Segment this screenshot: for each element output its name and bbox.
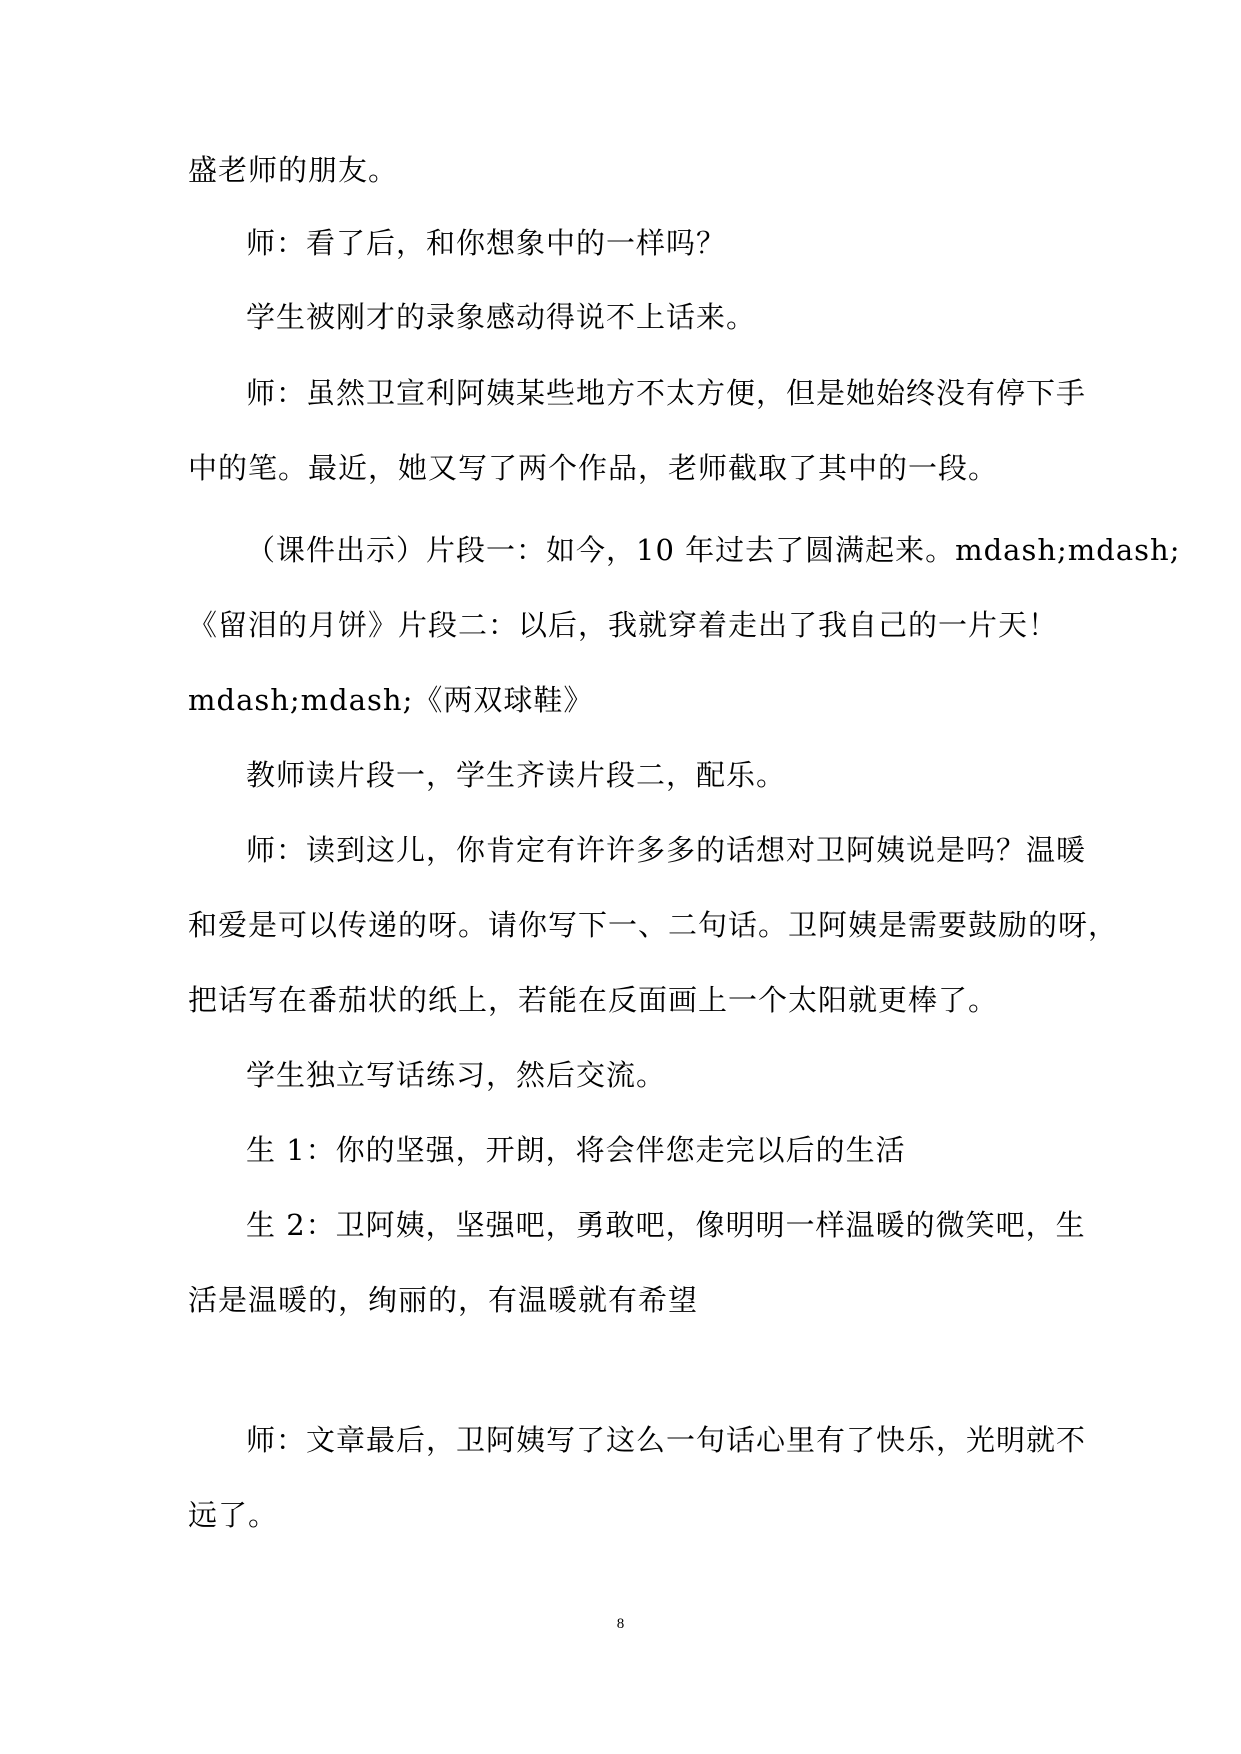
text-line: （课件出示）片段一：如今，10 年过去了圆满起来。mdash;mdash; — [246, 533, 1181, 567]
text-line: 中的笔。最近，她又写了两个作品，老师截取了其中的一段。 — [188, 451, 999, 485]
page-number: 8 — [616, 1616, 625, 1632]
text-line: 学生独立写话练习，然后交流。 — [246, 1058, 667, 1092]
text-line: 教师读片段一，学生齐读片段二，配乐。 — [246, 758, 787, 792]
text-line: 生 1：你的坚强，开朗，将会伴您走完以后的生活 — [246, 1133, 906, 1167]
text-line: 和爱是可以传递的呀。请你写下一、二句话。卫阿姨是需要鼓励的呀， — [188, 908, 1119, 942]
text-line: 把话写在番茄状的纸上，若能在反面画上一个太阳就更棒了。 — [188, 983, 999, 1017]
text-line: 《留泪的月饼》片段二：以后，我就穿着走出了我自己的一片天！ — [188, 608, 1059, 642]
text-line: 活是温暖的，绚丽的，有温暖就有希望 — [188, 1283, 699, 1317]
text-line: 师：文章最后，卫阿姨写了这么一句话心里有了快乐，光明就不 — [246, 1423, 1087, 1457]
text-line: 师：读到这儿，你肯定有许许多多的话想对卫阿姨说是吗？温暖 — [246, 833, 1087, 867]
text-line: 学生被刚才的录象感动得说不上话来。 — [246, 300, 757, 334]
text-line: 师：虽然卫宣利阿姨某些地方不太方便，但是她始终没有停下手 — [246, 376, 1087, 410]
text-line: 盛老师的朋友。 — [188, 153, 399, 187]
text-line: 师：看了后，和你想象中的一样吗？ — [246, 226, 727, 260]
text-line: 生 2：卫阿姨，坚强吧，勇敢吧，像明明一样温暖的微笑吧，生 — [246, 1208, 1086, 1242]
text-line: 远了。 — [188, 1498, 279, 1532]
text-line: mdash;mdash;《两双球鞋》 — [188, 683, 594, 717]
